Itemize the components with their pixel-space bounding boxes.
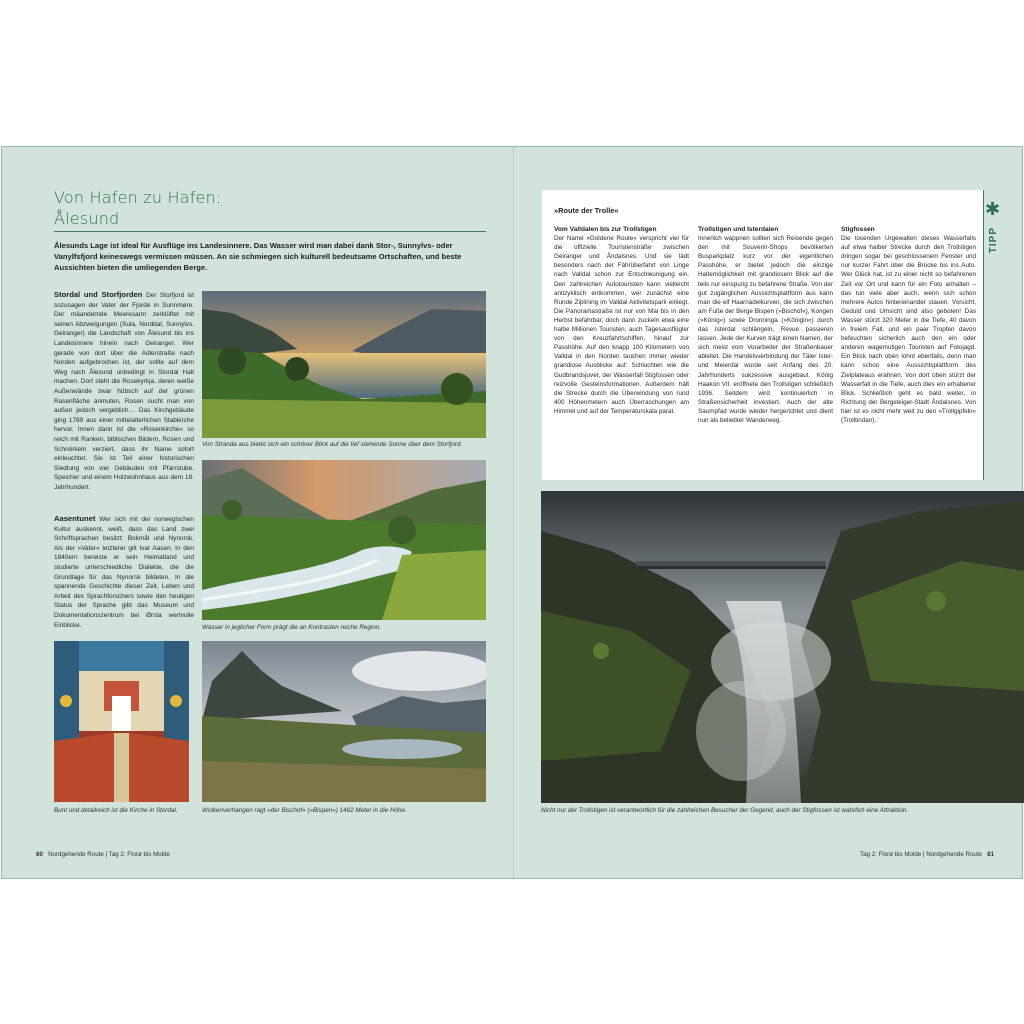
tip-column-2 [698,225,833,475]
section-body-aasentunet: Wer sich mit der norwegischen Kultur auskennt, weiß, dass das Land zwei Schriftsprachen besitzt: Bokmål und Nynorsk. Als der »Vater« letzterer gilt Ivar Aasen. In den 1840ern bereiste er sein Heimatland und studierte unterschiedliche Dialekte, die die Grundlage für das Nynorsk bildeten. In die spannende Geschichte dieser Zeit, Leben und Arbeit des Sprachforschers sowie den heutigen Status der Sprache gibt das Museum und Dokumentationszentrum bei Ørsta wertvolle Einblicke. [54,516,194,629]
tip-column-1 [554,225,689,475]
tip-column-3 [841,225,976,475]
tip-col2-body: Innerlich wappnen sollten sich Reisende gegen den mit Souvenir-Shops bevölkerten Busparkplatz kurz vor der eigentlichen Passhöhe, er bietet jedoch die einzige Haltemöglichkeit mit grandiosem Blick auf die teils nur einspurig zu befahrene Straße. Von der gut zugänglichen Aussichtsplattform aus kann man die elf Haarnadelkurven, die sich zwischen am Fuße der Berge Bispen (»Bischof«), Kongen (»König«) sowie Dronninga (»Königin«) durch das Isterdal schlängeln, Revue passieren lassen. Jede der Kurven trägt einen Namen, der sich meist vom Vorarbeiter der Straßenbauer ableitet. Die Handelsverbindung der Täler Ister- und Meierdal wurde seit Anfang des 20. Jahrhunderts sukzessive ausgebaut. König Haakon VII. eröffnete den Trollstigen schließlich 1936. Seitdem wird kontinuierlich in Straßensicherheit investiert. Auch der alte Saumpfad wurde wieder hergerichtet und dient nun als beliebter Wanderweg. [698,235,833,424]
church-image [54,641,189,802]
tip-label: TIPP [988,227,999,254]
section-heading-aasentunet: Aasentunet [54,514,100,523]
tip-col2-heading: Trollstigen und Isterdalen [698,226,779,233]
tip-col3-heading: Stigfossen [841,226,875,233]
page-title [54,187,486,229]
folio-left [36,851,170,858]
caption-storfjord: Von Stranda aus bietet sich ein schöner Blick auf die tief stehende Sonne über dem Storfjord. [202,441,463,448]
tip-col3-body: Die tosenden Urgewalten dieses Wasserfalls auf etwa halber Strecke durch den Trollstigen dringen sogar bei geschlossenem Fenster und nur kurzer Fahrt über die Brücke bis ins Auto. Wer Glück hat, ist zu einer nicht so befahrenen Zeit vor Ort und kann für ein Foto anhalten – das tun viele aber auch, wenn sich schon mehrere Autos hintereinander stauen. Vorsicht, Geduld und Umsicht sind also geboten! Das Wasser stürzt 320 Meter in die Tiefe, 40 davon in freiem Fall, und ein paar Tropfen davon befeuchten sicherlich auch den ein oder anderen wagemutigen Touristen auf Fotojagd. Ein Blick nach oben lohnt ebenfalls, denn man kann schon eine Aussichtsplattform des Zielplateaus erahnen. Von dort oben stürzt der Wasserfall in die Tiefe, auch dies ein erhabener Blick. Schließlich geht es bald weiter, in Richtung der Bergsteiger-Stadt Åndalsnes. Von hier ist es nicht mehr weit zu den »Trollgipfeln« (Trolltindan). [841,235,976,424]
folio-right [860,851,994,858]
body-section-stordal [54,290,194,508]
page-number-right: 81 [987,851,995,858]
stigfossen-image [541,491,1024,803]
tip-title: »Route der Trolle« [554,206,619,215]
caption-stigfossen: Nicht nur der Trollstigen ist verantwortlich für die zahlreichen Besucher der Gegend, auch der Stigfossen ist wahrlich eine Attraktion. [541,807,909,814]
section-body-stordal: Der Storfjord ist sozusagen der Vater der Fjorde in Sunnmøre. Der mäandernde Meeresarm zerklüftet mit seinen Abzweigungen (Sula, Norddal, Sunnylvs, Geiranger) die Landschaft von Ålesund bis ins Landesinnere hinein nach Geiranger. Wer gerade von dort über die Adlerstraße nach Norden aufgebrochen ist, der sollte auf dem Weg nach Ålesund unbedingt in Stordal Halt machen. Dort steht die Rosekyrkja, deren weiße Außenwände zwar hübsch auf der grünen Rasenfläche anmuten, Rosen sucht man von außen jedoch vergeblich… Das Kirchgebäude ging 1789 aus einer mittelalterlichen Stabkirche hervor. Innen dann ist die »Rosenkirche« so reich mit Ranken, biblischen Bildern, Rosen und Schnörkeln verziert, dass ihr Name sofort einleuchtet. Sie ist Teil einer historischen Siedlung von vier Gebäuden mit Pfarrstube, Speicher und einem Holzwohnhaus aus dem 18. Jahrhundert. [54,292,194,491]
caption-creek: Wasser in jeglicher Form prägt die an Kontrasten reiche Region. [202,624,382,631]
section-heading-stordal: Stordal und Storfjorden [54,290,147,299]
storfjord-image [202,291,486,438]
mountain-image [202,641,486,802]
asterisk-icon: ✱ [985,199,1001,219]
title-line-2: Ålesund [54,209,120,228]
title-line-1: Von Hafen zu Hafen: [54,188,222,207]
photo-creek [202,460,486,620]
book-spread [1,146,1023,879]
caption-church: Bunt und detailreich ist die Kirche in Stordal. [54,807,178,814]
photo-storfjord-sunset [202,291,486,438]
creek-image [202,460,486,620]
photo-stigfossen [541,491,1024,803]
tip-col1-body: Der Name »Goldene Route« verspricht viel für die offizielle Touristenstraße zwischen Geiranger und Åndalsnes. Und sie lädt besonders nach der Fährüberfahrt von Linge nach Valldal schon zur Entschleunigung ein. Den zahlreichen Autotouristen kann vielleicht antizyklisch entkommen, wer zunächst eine Runde Ziplining im Valldal Aktivitetspark einlegt. Die Panoramastraße ist nur von Mai bis in den Herbst befahrbar, doch dann zuckeln etwa eine halbe Millionen Touristen, auch Tagesausflügler von den Kreuzfahrtschiffen, hinauf zur Passhöhe. Auf den knapp 100 Kilometern von Valldal in den Norden tauchen immer wieder grandiose Ausblicke auf: Schluchten wie die Gudbrandsjuvet, der Wasserfall Stigfossen oder reizvolle Gesteinsformationen. Außerdem hält die Strecke durch die Überwindung von rund 400 Höhenmetern auch Überraschungen am Himmel und auf der Temperaturskala parat. [554,235,689,415]
running-head-left: Nordgehende Route | Tag 2: Florø bis Molde [48,851,170,858]
lead-paragraph: Ålesunds Lage ist ideal für Ausflüge ins Landesinnere. Das Wasser wird man dabei dank Stor-, Sunnylvs- oder Vanylfsfjord keineswegs vermissen müssen. An sie schmiegen sich kulturell bedeutsame Ortschaften, und beste Aussichten bieten die umliegenden Berge. [54,241,462,272]
tip-col1-heading: Vom Valldalen bis zur Trollstigen [554,226,657,233]
caption-bischof: Wolkenverhangen ragt »der Bischof« (»Bispen«) 1462 Meter in die Höhe. [202,807,407,814]
body-section-aasentunet [54,514,194,639]
page-gutter [513,147,514,878]
running-head-right: Tag 2: Florø bis Molde | Nordgehende Route [860,851,982,858]
photo-bischof-mountain [202,641,486,802]
photo-church-interior [54,641,189,802]
title-rule [54,231,486,232]
page-number-left: 80 [36,851,43,858]
